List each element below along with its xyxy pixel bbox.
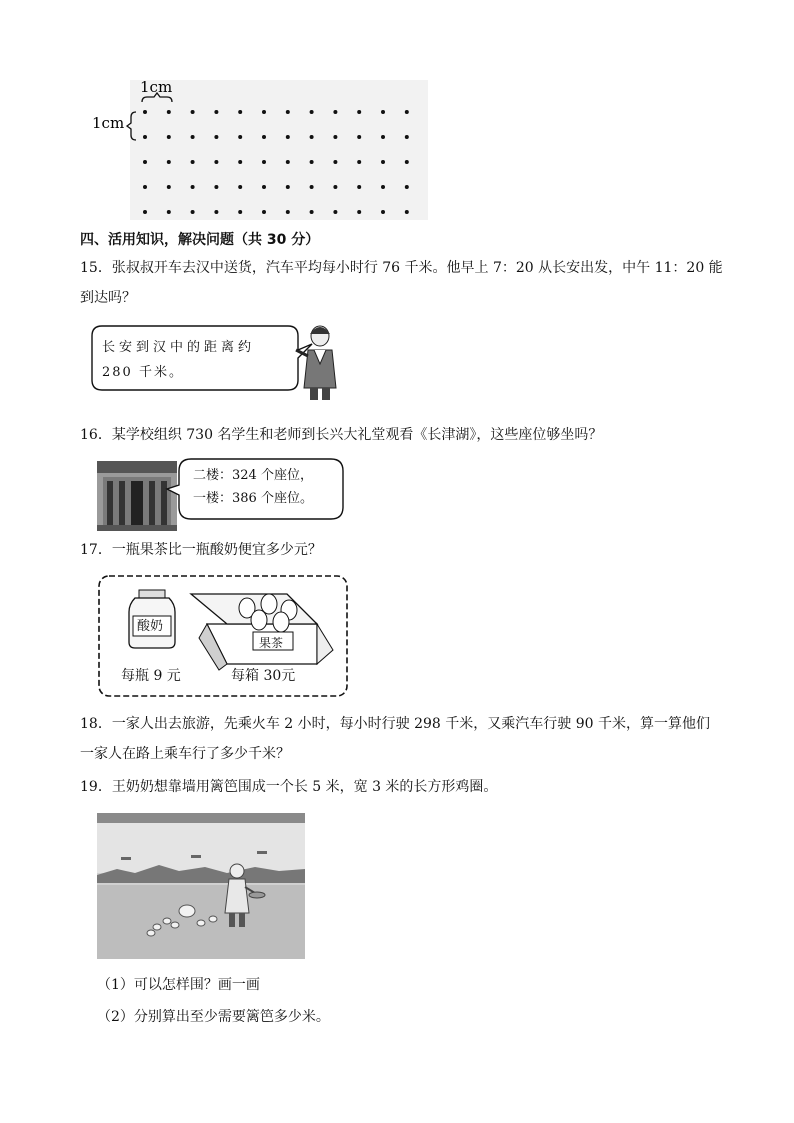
grid-dot bbox=[238, 210, 242, 214]
grid-dot bbox=[333, 185, 337, 189]
q17-line1: 17．一瓶果茶比一瓶酸奶便宜多少元？ bbox=[80, 542, 322, 558]
grid-dot bbox=[357, 160, 361, 164]
grid-dot bbox=[167, 110, 171, 114]
grid-dot bbox=[310, 210, 314, 214]
grid-dot bbox=[381, 160, 385, 164]
grid-dot bbox=[381, 135, 385, 139]
dot-grid-figure bbox=[90, 72, 430, 222]
box-label: 果茶 bbox=[259, 636, 284, 650]
grid-dot bbox=[191, 110, 195, 114]
unit-label-top: 1cm bbox=[140, 78, 173, 96]
dot-grid-svg bbox=[90, 72, 430, 222]
grid-dot bbox=[191, 160, 195, 164]
grid-dot bbox=[167, 185, 171, 189]
q15-bubble-line2: 280 千米。 bbox=[102, 365, 184, 380]
grid-dot bbox=[381, 210, 385, 214]
grid-dot bbox=[405, 210, 409, 214]
q19-sub2: （2）分别算出至少需要篱笆多少米。 bbox=[97, 1009, 330, 1025]
q18-line2: 一家人在路上乘车行了多少千米？ bbox=[80, 746, 290, 762]
grid-dot bbox=[262, 135, 266, 139]
grid-dot bbox=[167, 210, 171, 214]
grid-dot bbox=[238, 160, 242, 164]
q19-sub1: （1）可以怎样围？画一画 bbox=[97, 977, 260, 993]
teacher-figure bbox=[296, 326, 336, 400]
grid-dot bbox=[214, 185, 218, 189]
grid-dot bbox=[191, 135, 195, 139]
grid-dot bbox=[333, 160, 337, 164]
grid-dot bbox=[191, 185, 195, 189]
bottle-label: 酸奶 bbox=[137, 619, 164, 634]
q15-illustration bbox=[88, 322, 348, 402]
auditorium-building-image bbox=[97, 461, 177, 531]
grid-dot bbox=[286, 160, 290, 164]
grid-dot bbox=[286, 110, 290, 114]
grid-dot bbox=[310, 135, 314, 139]
q19-line1: 19．王奶奶想靠墙用篱笆围成一个长 5 米，宽 3 米的长方形鸡圈。 bbox=[80, 779, 498, 795]
grid-dot bbox=[238, 135, 242, 139]
q16-line1: 16．某学校组织 730 名学生和老师到长兴大礼堂观看《长津湖》，这些座位够坐吗？ bbox=[80, 427, 603, 443]
q16-bubble-line2: 一楼：386 个座位。 bbox=[193, 491, 313, 506]
grid-dot bbox=[143, 135, 147, 139]
grid-dot bbox=[214, 160, 218, 164]
q16-bubble-line1: 二楼：324 个座位， bbox=[193, 468, 313, 483]
grid-dot bbox=[167, 160, 171, 164]
bottle-price: 每瓶 9 元 bbox=[121, 668, 181, 684]
grid-dot bbox=[286, 185, 290, 189]
q15-line2: 到达吗？ bbox=[80, 290, 136, 306]
grid-dot bbox=[143, 110, 147, 114]
q15-bubble-line1: 长安到汉中的距离约 bbox=[102, 340, 256, 355]
grid-dot bbox=[262, 160, 266, 164]
grid-dot bbox=[262, 210, 266, 214]
grid-dot bbox=[405, 110, 409, 114]
grid-dot bbox=[310, 185, 314, 189]
grid-dot bbox=[333, 135, 337, 139]
grid-dot bbox=[214, 135, 218, 139]
grid-dot bbox=[191, 210, 195, 214]
grid-dot bbox=[262, 185, 266, 189]
q18-line1: 18．一家人出去旅游，先乘火车 2 小时，每小时行驶 298 千米，又乘汽车行驶 90 千米，算一算他们 bbox=[80, 716, 710, 732]
grid-dot bbox=[310, 110, 314, 114]
grid-dot bbox=[214, 210, 218, 214]
grid-dot bbox=[167, 135, 171, 139]
grid-dot bbox=[405, 185, 409, 189]
grid-dot bbox=[143, 160, 147, 164]
grid-dot bbox=[238, 110, 242, 114]
grid-dot bbox=[333, 110, 337, 114]
grid-dot bbox=[310, 160, 314, 164]
grid-dot bbox=[214, 110, 218, 114]
grid-dot bbox=[143, 185, 147, 189]
q19-illustration bbox=[97, 813, 305, 959]
grid-dot bbox=[381, 185, 385, 189]
farm-scene-image bbox=[97, 813, 305, 959]
q16-illustration bbox=[97, 455, 347, 531]
grid-dot bbox=[381, 110, 385, 114]
grid-dot bbox=[405, 160, 409, 164]
section-title: 四、活用知识，解决问题（共 30 分） bbox=[80, 232, 320, 248]
grid-dot bbox=[357, 110, 361, 114]
grid-dot bbox=[405, 135, 409, 139]
grid-dot bbox=[357, 135, 361, 139]
box-price: 每箱 30元 bbox=[231, 668, 296, 684]
grid-dot bbox=[262, 110, 266, 114]
grid-dot bbox=[333, 210, 337, 214]
grid-dot bbox=[238, 185, 242, 189]
grid-dot bbox=[357, 185, 361, 189]
q17-illustration bbox=[97, 574, 349, 698]
grid-dot bbox=[286, 135, 290, 139]
grid-dot bbox=[286, 210, 290, 214]
grid-dot bbox=[143, 210, 147, 214]
unit-label-left: 1cm bbox=[92, 114, 125, 132]
q15-line1: 15．张叔叔开车去汉中送货，汽车平均每小时行 76 千米。他早上 7：20 从长安出发，中午 11：20 能 bbox=[80, 260, 723, 276]
grid-dot bbox=[357, 210, 361, 214]
